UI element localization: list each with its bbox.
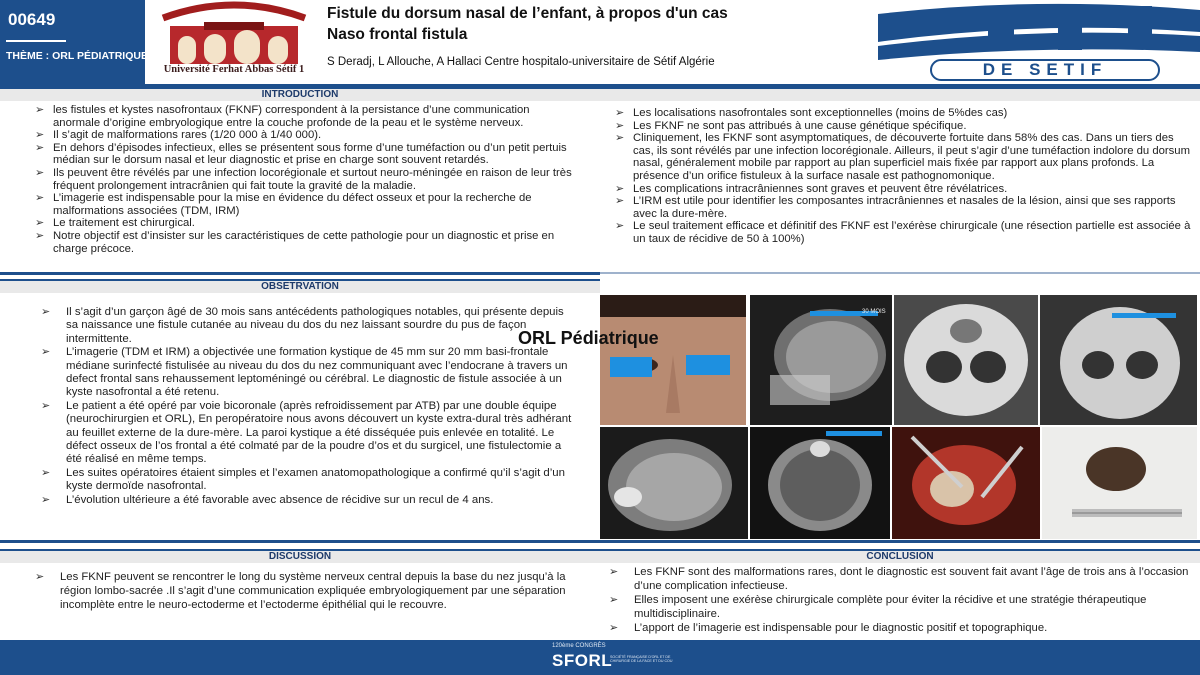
introduction-list-left bbox=[30, 104, 575, 255]
arrow-icon: ➢ bbox=[609, 594, 619, 606]
arrow-icon: ➢ bbox=[41, 399, 51, 412]
arrow-icon: ➢ bbox=[615, 182, 625, 195]
list-item: ➢ Les FKNF peuvent se rencontrer le long du système nerveux central depuis la base du nez jusqu’à la région lombo-sacrée .Il s’agit d’une communication expliquée embryologiquement par une séparation incomplète entre le neuro-ectoderme et l’ectoderme épithélial qui le recouvre. bbox=[35, 571, 566, 611]
list-item: ➢ Il s’agit de malformations rares (1/20 000 à 1/40 000). bbox=[35, 129, 322, 142]
ct-3d-reconstruction bbox=[1040, 295, 1197, 425]
arrow-icon: ➢ bbox=[609, 566, 619, 578]
theme-label: THÈME : ORL PÉDIATRIQUE bbox=[6, 50, 148, 62]
arrow-icon: ➢ bbox=[615, 107, 625, 119]
conclusion-list bbox=[604, 565, 1198, 635]
list-item: ➢ Le patient a été opéré par voie bicoronale (après refroidissement par ATB) par une double équipe (neurochirurgien et ORL), En peropératoire nous avons découvert un kyste extra-dural très adhérant au feuillet externe de la dure-mère. La paroi kystique a été disséquée puis enlevée en totalité. Le défect osseux de l’os frontal a été colmaté par de la poudre d’os et du surgicel, une fistulectomie a été réalisé en même temps. bbox=[41, 399, 572, 466]
section-rule bbox=[600, 540, 1200, 543]
arrow-icon: ➢ bbox=[41, 346, 51, 359]
list-item: ➢ Cliniquement, les FKNF sont asymptomatiques, de découverte fortuite dans 58% des cas. Dans un tiers des cas, ils sont révélés par une infection locorégionale. Ailleurs, il peut s’agir d’une tuméfaction indolore du dorsum nasal, généralement mobile par rapport au plan superficiel mais fixée par rapport aux plans profonds. La présence d’un orifice fistuleux à la surface nasale est pathognomonique. bbox=[615, 132, 1190, 182]
poster-title: Fistule du dorsum nasal de l’enfant, à propos d'un cas bbox=[327, 5, 728, 22]
arrow-icon: ➢ bbox=[35, 229, 45, 242]
arrow-icon: ➢ bbox=[35, 217, 45, 230]
arrow-icon: ➢ bbox=[615, 119, 625, 132]
list-item: ➢ L’imagerie (TDM et IRM) a objectivée une formation kystique de 45 mm sur 20 mm basi-frontale médiane surinfecté fistulisée au niveau du dos du nez communiquant avec l’endocrane à travers un defect frontal sans rehaussement leptoméningé ou cérébral. Le diagnostic de fistule associée à un kyste nasofrontal a été retenu. bbox=[41, 346, 568, 399]
ct-age-label: 30 MOIS bbox=[862, 309, 886, 315]
list-item: ➢ les fistules et kystes nasofrontaux (FKNF) correspondent à la persistance d’une communication anormale d’origine embryologique entre la couche profonde de la peau et le système nerveux. bbox=[35, 104, 530, 129]
arrow-icon: ➢ bbox=[35, 166, 45, 179]
mri-axial-image bbox=[750, 427, 890, 539]
chu-city: DE SETIF bbox=[930, 59, 1160, 81]
list-item: ➢ Le seul traitement efficace et définitif des FKNF est l’exérèse chirurgicale (une résection partielle est associée à un taux de récidive de 50 à 100%) bbox=[615, 220, 1191, 245]
arrow-icon: ➢ bbox=[41, 306, 51, 318]
arrow-icon: ➢ bbox=[615, 195, 625, 208]
congress-label: 120ème CONGRÈS bbox=[552, 643, 606, 649]
list-item: ➢ Ils peuvent être révélés par une infection locorégionale et surtout neuro-méningée en raison de leur très fréquent prolongement intracrânien qui fait toute la gravité de la maladie. bbox=[35, 166, 572, 192]
list-item: ➢ Les complications intracrâniennes sont graves et peuvent être révélatrices. bbox=[615, 182, 1008, 195]
discussion-list bbox=[30, 571, 570, 612]
patient-face-photo bbox=[600, 295, 746, 425]
arrow-icon: ➢ bbox=[41, 466, 51, 479]
authors: S Deradj, L Allouche, A Hallaci Centre hospitalo-universitaire de Sétif Algérie bbox=[327, 56, 715, 68]
ct-sagittal-image bbox=[750, 295, 892, 425]
poster-id-divider bbox=[6, 40, 66, 42]
list-item: ➢ Les localisations nasofrontales sont exceptionnelles (moins de 5%des cas) bbox=[615, 107, 1008, 119]
introduction-heading: INTRODUCTION bbox=[0, 87, 600, 101]
list-item: ➢ L’imagerie est indispensable pour la mise en évidence du défect osseux et pour la recherche de malformations associées (TDM, IRM) bbox=[35, 192, 532, 217]
list-item: ➢ En dehors d’épisodes infectieux, elles se présentent sous forme d’une tuméfaction ou d’un petit pertuis médian sur le dorsum nasal et leur diagnostic et prise en charge sont souvent retardés. bbox=[35, 141, 567, 167]
ct-coronal-image bbox=[894, 295, 1038, 425]
list-item: ➢ Il s’agit d’un garçon âgé de 30 mois sans antécédents pathologiques notables, qui présente depuis sa naissance une fistule cutanée au niveau du dos du nez laissant sourdre du pus de façon intermittente. bbox=[41, 306, 564, 345]
poster-subtitle: Naso frontal fistula bbox=[327, 26, 468, 43]
list-item: ➢ L’évolution ultérieure a été favorable avec absence de récidive sur un recul de 4 ans. bbox=[41, 493, 494, 506]
observation-list bbox=[36, 306, 576, 507]
arrow-icon: ➢ bbox=[41, 493, 51, 506]
observation-heading: OBSETRVATION bbox=[0, 279, 600, 293]
section-rule-light bbox=[600, 272, 1200, 274]
image-overlay-label: ORL Pédiatrique bbox=[518, 328, 659, 348]
section-rule bbox=[0, 272, 600, 275]
conclusion-heading: CONCLUSION bbox=[600, 549, 1200, 563]
arrow-icon: ➢ bbox=[35, 141, 45, 154]
section-rule bbox=[0, 540, 600, 543]
arrow-icon: ➢ bbox=[615, 220, 625, 233]
list-item: ➢ Les FKNF ne sont pas attribués à une cause génétique spécifique. bbox=[615, 119, 967, 132]
list-item: ➢ L’apport de l’imagerie est indispensable pour le diagnostic positif et topographique. bbox=[609, 622, 1048, 634]
arrow-icon: ➢ bbox=[35, 571, 45, 583]
list-item: ➢ Elles imposent une exérèse chirurgicale complète pour éviter la récidive et une stratégie thérapeutique multidisciplinaire. bbox=[609, 594, 1147, 620]
sforl-society-name: SOCIÉTÉ FRANÇAISE D'ORL ET DE CHIRURGIE DE LA FACE ET DU COU bbox=[610, 655, 673, 664]
arrow-icon: ➢ bbox=[615, 132, 625, 145]
arrow-icon: ➢ bbox=[609, 622, 619, 634]
list-item: ➢ Le traitement est chirurgical. bbox=[35, 217, 195, 230]
specimen-photo bbox=[1042, 427, 1197, 539]
poster-id: 00649 bbox=[8, 10, 56, 29]
list-item: ➢ Notre objectif est d’insister sur les caractéristiques de cette pathologie pour un diagnostic et prise en charge précoce. bbox=[35, 229, 555, 255]
mri-sagittal-image bbox=[600, 427, 748, 539]
arrow-icon: ➢ bbox=[35, 104, 45, 116]
list-item: ➢ Les FKNF sont des malformations rares, dont le diagnostic est souvent fait avant l’âge de trois ans à l’occasion d’une complication infectieuse. bbox=[609, 566, 1189, 592]
surgery-photo bbox=[892, 427, 1040, 539]
arrow-icon: ➢ bbox=[35, 192, 45, 205]
introduction-list-right bbox=[610, 107, 1195, 246]
sforl-logo: SFORL bbox=[552, 651, 613, 670]
discussion-heading: DISCUSSION bbox=[0, 549, 600, 563]
list-item: ➢ Les suites opératoires étaient simples et l’examen anatomopathologique a confirmé qu’il s’agit d’un kyste dermoïde nasofrontal. bbox=[41, 466, 565, 493]
arrow-icon: ➢ bbox=[35, 129, 45, 142]
university-name: Université Ferhat Abbas Sétif 1 bbox=[163, 64, 305, 75]
list-item: ➢ L’IRM est utile pour identifier les composantes intracrâniennes et nasales de la lésion, ainsi que ses rapports avec la dure-mère. bbox=[615, 195, 1176, 220]
introduction-heading-band bbox=[600, 87, 1200, 101]
